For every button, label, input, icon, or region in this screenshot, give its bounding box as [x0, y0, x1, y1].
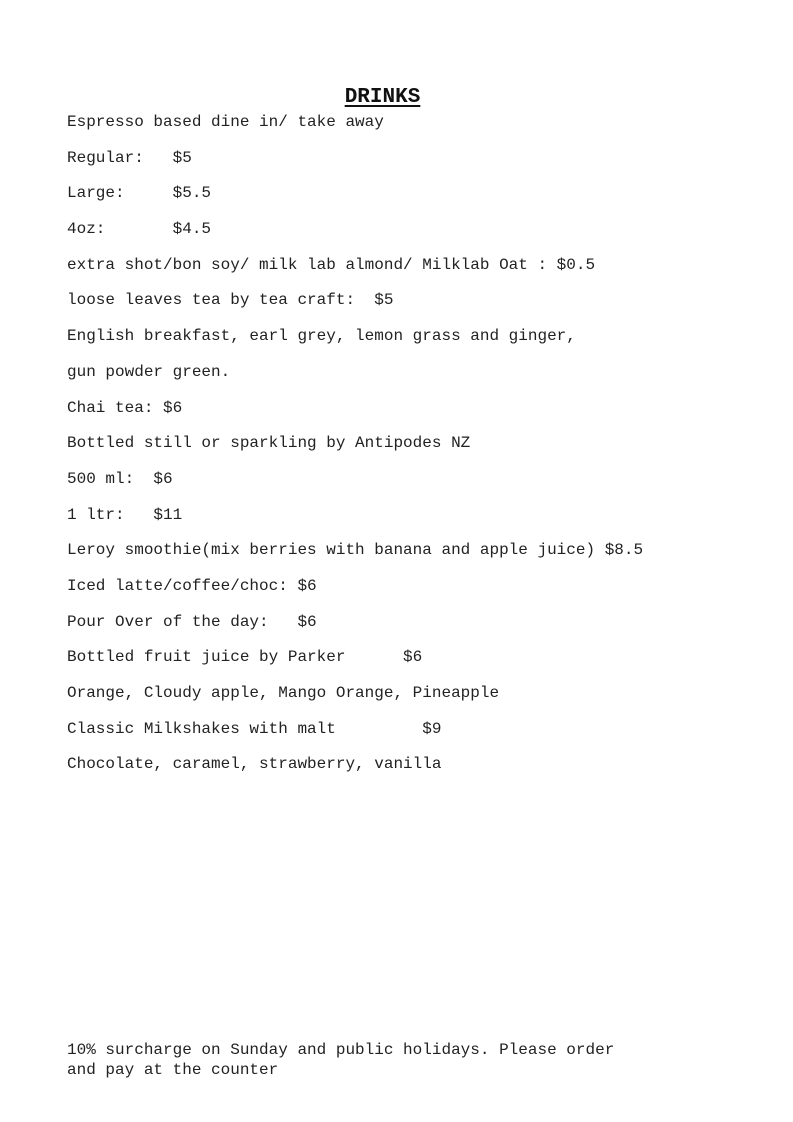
list-item: Leroy smoothie(mix berries with banana and apple juice) $8.5: [67, 541, 644, 560]
list-item: 1 ltr: $11: [67, 505, 183, 524]
list-item: Classic Milkshakes with malt $9: [67, 719, 442, 738]
list-item: Iced latte/coffee/choc: $6: [67, 576, 317, 595]
page-title: DRINKS: [344, 86, 421, 109]
list-item: Orange, Cloudy apple, Mango Orange, Pineapple: [67, 684, 500, 702]
drinks-list: [67, 112, 643, 790]
footer-line: and pay at the counter: [67, 1061, 279, 1079]
list-item: loose leaves tea by tea craft: $5: [67, 291, 394, 310]
list-item: Bottled still or sparkling by Antipodes NZ: [67, 434, 471, 453]
list-item: Chai tea: $6: [67, 398, 183, 417]
list-item: Espresso based dine in/ take away: [67, 113, 384, 131]
list-item: Bottled fruit juice by Parker $6: [67, 648, 423, 667]
list-item: gun powder green.: [67, 362, 231, 381]
list-item: English breakfast, earl grey, lemon grass and ginger,: [67, 327, 576, 346]
list-item: extra shot/bon soy/ milk lab almond/ Milklab Oat : $0.5: [67, 255, 596, 274]
list-item: Chocolate, caramel, strawberry, vanilla: [67, 755, 442, 774]
footer-note: [67, 1040, 614, 1080]
footer-line: 10% surcharge on Sunday and public holidays. Please order: [67, 1041, 615, 1059]
list-item: Regular: $5: [67, 148, 192, 167]
list-item: Large: $5.5: [67, 184, 212, 203]
list-item: 4oz: $4.5: [67, 220, 212, 239]
list-item: 500 ml: $6: [67, 469, 173, 488]
list-item: Pour Over of the day: $6: [67, 612, 317, 631]
